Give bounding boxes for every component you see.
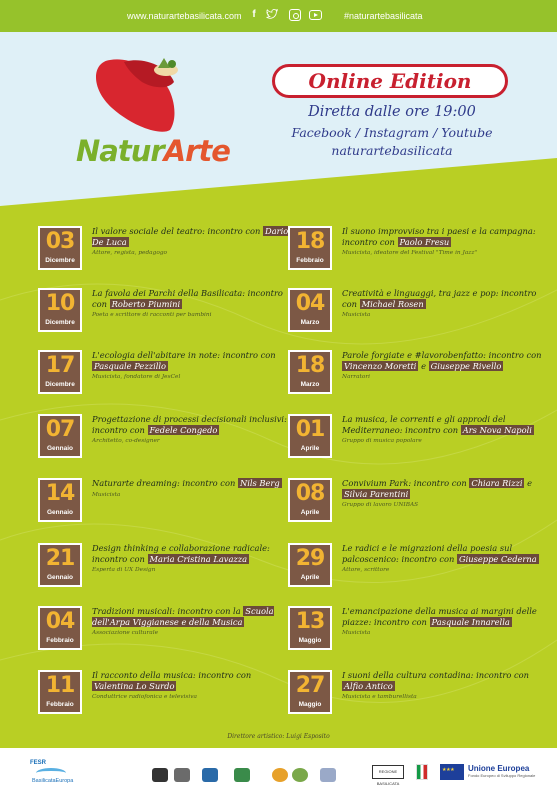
event-text (342, 478, 542, 508)
event-date-badge (38, 670, 82, 714)
event-month: Marzo (300, 381, 320, 388)
event-day: 01 (295, 417, 325, 442)
event-topic: Il suono improvviso tra i paesi e la campagna: incontro con (342, 226, 536, 247)
event-date-badge (288, 478, 332, 522)
event-item (288, 478, 538, 534)
event-guest: Giuseppe Cederna (458, 553, 537, 564)
event-guest-role: Musicista (92, 491, 121, 498)
youtube-icon[interactable] (309, 10, 322, 20)
event-guest: Michael Rosen (361, 298, 424, 309)
event-date-badge (38, 350, 82, 394)
event-item (38, 414, 288, 470)
partner-logo-2 (174, 768, 190, 782)
event-guest-2: Giuseppe Rivello (430, 360, 502, 371)
event-topic: Le radici e le migrazioni della poesia sul palcoscenico: incontro con (342, 543, 513, 564)
event-day: 04 (295, 291, 325, 316)
event-title (92, 543, 292, 564)
online-edition-badge: Online Edition (272, 64, 508, 98)
event-guest-role: Gruppo di lavoro UNIBAS (342, 502, 419, 508)
event-text (92, 543, 292, 573)
event-date-badge (38, 414, 82, 458)
event-month: Aprile (300, 509, 320, 516)
event-guest: Roberto Piumini (111, 298, 181, 309)
event-date-badge (288, 543, 332, 587)
event-month: Maggio (298, 637, 322, 644)
event-text (342, 288, 542, 318)
event-item (38, 543, 288, 599)
event-guest-role: Narratori (342, 374, 370, 380)
partner-logo-6 (292, 768, 308, 782)
event-item (288, 414, 538, 470)
partner-logo-5 (272, 768, 288, 782)
event-text (92, 414, 292, 444)
event-guest: Ars Nova Napoli (462, 424, 532, 435)
event-guest-role: Attore, scrittore (342, 567, 390, 573)
instagram-icon[interactable] (289, 9, 301, 21)
event-month: Aprile (300, 574, 320, 581)
event-item (288, 670, 538, 726)
event-day: 11 (45, 673, 75, 698)
event-guest-role: Gruppo di musica popolare (342, 438, 422, 444)
event-topic: Progettazione di processi decisionali inclusivi: incontro con (92, 414, 287, 435)
event-date-badge (288, 288, 332, 332)
event-text (92, 350, 292, 380)
top-bar (0, 0, 557, 32)
partner-logo-1 (152, 768, 168, 782)
event-month: Dicembre (45, 319, 75, 326)
event-title (342, 670, 542, 691)
event-date-badge (288, 414, 332, 458)
event-topic: Parole forgiate e #lavorobenfatto: incontro con (342, 350, 542, 360)
twitter-icon[interactable] (266, 9, 278, 21)
event-month: Dicembre (45, 257, 75, 264)
event-guest-role: Musicista, fondatore di JesCel (92, 374, 181, 380)
event-topic: La musica, le correnti e gli approdi del Mediterraneo: incontro con (342, 414, 506, 435)
event-guest: Maria Cristina Lavazza (149, 553, 248, 564)
event-guest: Chiara Rizzi (471, 478, 523, 488)
event-month: Maggio (298, 701, 322, 708)
event-guest-role: Poeta e scrittore di racconti per bambini (92, 312, 212, 318)
event-month: Gennaio (46, 574, 73, 581)
event-topic: L'ecologia dell'abitare in note: incontro con (92, 350, 276, 360)
event-guest: Scuola dell'Arpa Viggianese e della Musica (92, 606, 274, 627)
event-item (288, 543, 538, 599)
event-text (342, 670, 542, 700)
event-guest-2: Silvia Parentini (344, 488, 409, 499)
event-title (342, 350, 542, 371)
event-text (342, 226, 542, 256)
event-day: 03 (45, 229, 75, 254)
event-title (92, 226, 292, 247)
event-guest-role: Conduttrice radiofonica e televisiva (92, 694, 197, 700)
fesr-logo: FESR BasilicataEuropa (30, 760, 74, 784)
event-title (92, 670, 292, 691)
event-topic: Il racconto della musica: incontro con (92, 670, 252, 680)
event-guest: Vincenzo Moretti (344, 360, 417, 371)
heart-landscape-icon (72, 48, 242, 138)
event-title (342, 288, 542, 309)
event-title (342, 478, 542, 499)
event-date-badge (288, 670, 332, 714)
event-guest: Nils Berg (239, 478, 280, 488)
event-topic: Creatività e linguaggi, tra jazz e pop: incontro con (342, 288, 537, 309)
live-platforms: Facebook / Instagram / Youtube (291, 125, 493, 140)
event-date-badge (288, 350, 332, 394)
event-day: 21 (45, 546, 75, 571)
event-text (92, 670, 292, 700)
event-month: Febbraio (46, 637, 74, 644)
event-guest: Fedele Congedo (149, 424, 218, 435)
partner-logo-3 (202, 768, 218, 782)
event-item (38, 226, 288, 282)
event-date-badge (38, 543, 82, 587)
event-day: 04 (45, 609, 75, 634)
event-date-badge (288, 226, 332, 270)
event-guest-role: Musicista (342, 630, 371, 636)
event-item (288, 350, 542, 406)
event-day: 18 (295, 353, 325, 378)
event-guest: Valentina Lo Surdo (94, 680, 175, 691)
event-day: 08 (295, 481, 325, 506)
facebook-icon[interactable]: f (252, 9, 256, 20)
event-title (92, 288, 292, 309)
event-title (342, 606, 542, 627)
event-item (288, 288, 538, 344)
event-guest: Pasquale Innarella (431, 616, 510, 627)
regione-basilicata-logo: REGIONE BASILICATA (372, 765, 404, 779)
event-guest-role: Architetto, co-designer (92, 438, 160, 444)
partner-logo-7 (320, 768, 336, 782)
event-guest-role: Attore, regista, pedagogo (92, 250, 168, 256)
event-text (342, 543, 542, 573)
event-date-badge (38, 478, 82, 522)
event-text (342, 414, 542, 444)
event-connector: e (524, 478, 533, 488)
event-item (288, 606, 538, 662)
hashtag: #naturartebasilicata (344, 11, 423, 21)
event-title (92, 350, 292, 371)
event-day: 18 (295, 229, 325, 254)
event-topic: La favola dei Parchi della Basilicata: incontro con (92, 288, 283, 309)
event-day: 29 (295, 546, 325, 571)
event-guest-role: Musicista, ideatore del Festival "Time in Jazz" (342, 250, 478, 256)
event-text (92, 606, 292, 636)
event-topic: L'emancipazione della musica ai margini delle piazze: incontro con (342, 606, 537, 627)
website-link[interactable]: www.naturartebasilicata.com (127, 11, 242, 21)
event-guest-role: Esperta di UX Design (92, 567, 156, 573)
event-guest: Pasquale Pezzillo (94, 360, 167, 371)
event-item (38, 288, 288, 344)
event-date-badge (38, 226, 82, 270)
event-connector: e (418, 360, 429, 371)
event-title (342, 414, 542, 435)
event-date-badge (288, 606, 332, 650)
event-item (38, 606, 288, 662)
live-time: Diretta dalle ore 19:00 (308, 104, 476, 120)
event-day: 10 (45, 291, 75, 316)
event-guest: Dario De Luca (92, 226, 289, 247)
artistic-director: Direttore artistico: Luigi Esposito (227, 733, 330, 740)
event-item (38, 478, 288, 534)
event-item (38, 350, 288, 406)
event-title (92, 606, 292, 627)
event-item (288, 226, 538, 282)
event-topic: Convivium Park: incontro con (342, 478, 470, 488)
event-topic: Il valore sociale del teatro: incontro con (92, 226, 264, 236)
event-text (92, 226, 292, 256)
event-month: Gennaio (46, 509, 73, 516)
event-month: Aprile (300, 445, 320, 452)
event-text (92, 288, 292, 318)
event-topic: Naturarte dreaming: incontro con (92, 478, 238, 488)
event-topic: I suoni della cultura contadina: incontro con (342, 670, 529, 680)
event-title (342, 226, 542, 247)
event-guest: Paolo Fresu (399, 236, 450, 247)
event-topic: Design thinking e collaborazione radicale: incontro con (92, 543, 270, 564)
event-text (342, 350, 542, 380)
event-guest-role: Associazione culturale (92, 630, 158, 636)
eu-logo-text: Unione Europea Fondo Europeo di Sviluppo Regionale (468, 764, 536, 778)
event-text (342, 606, 542, 636)
event-month: Febbraio (296, 257, 324, 264)
event-guest: Alfio Antico (344, 680, 393, 691)
event-day: 07 (45, 417, 75, 442)
event-guest-role: Musicista e tamburellista (342, 694, 417, 700)
eu-flag-icon (440, 764, 464, 780)
event-month: Febbraio (46, 701, 74, 708)
event-month: Marzo (300, 319, 320, 326)
event-day: 27 (295, 673, 325, 698)
event-item (38, 670, 288, 726)
event-guest-role: Musicista (342, 312, 371, 318)
event-topic: Tradizioni musicali: incontro con la (92, 606, 244, 616)
event-date-badge (38, 288, 82, 332)
event-title (92, 478, 292, 489)
logo-wordmark: NaturArte (76, 134, 230, 168)
event-title (342, 543, 542, 564)
event-date-badge (38, 606, 82, 650)
event-day: 13 (295, 609, 325, 634)
event-month: Dicembre (45, 381, 75, 388)
event-day: 17 (45, 353, 75, 378)
event-title (92, 414, 292, 435)
partner-logo-4 (234, 768, 250, 782)
event-text (92, 478, 292, 498)
italy-flag-icon (416, 764, 428, 780)
naturarte-logo (72, 48, 242, 168)
live-handle: naturartebasilicata (331, 143, 453, 158)
event-month: Gennaio (46, 445, 73, 452)
event-day: 14 (45, 481, 75, 506)
